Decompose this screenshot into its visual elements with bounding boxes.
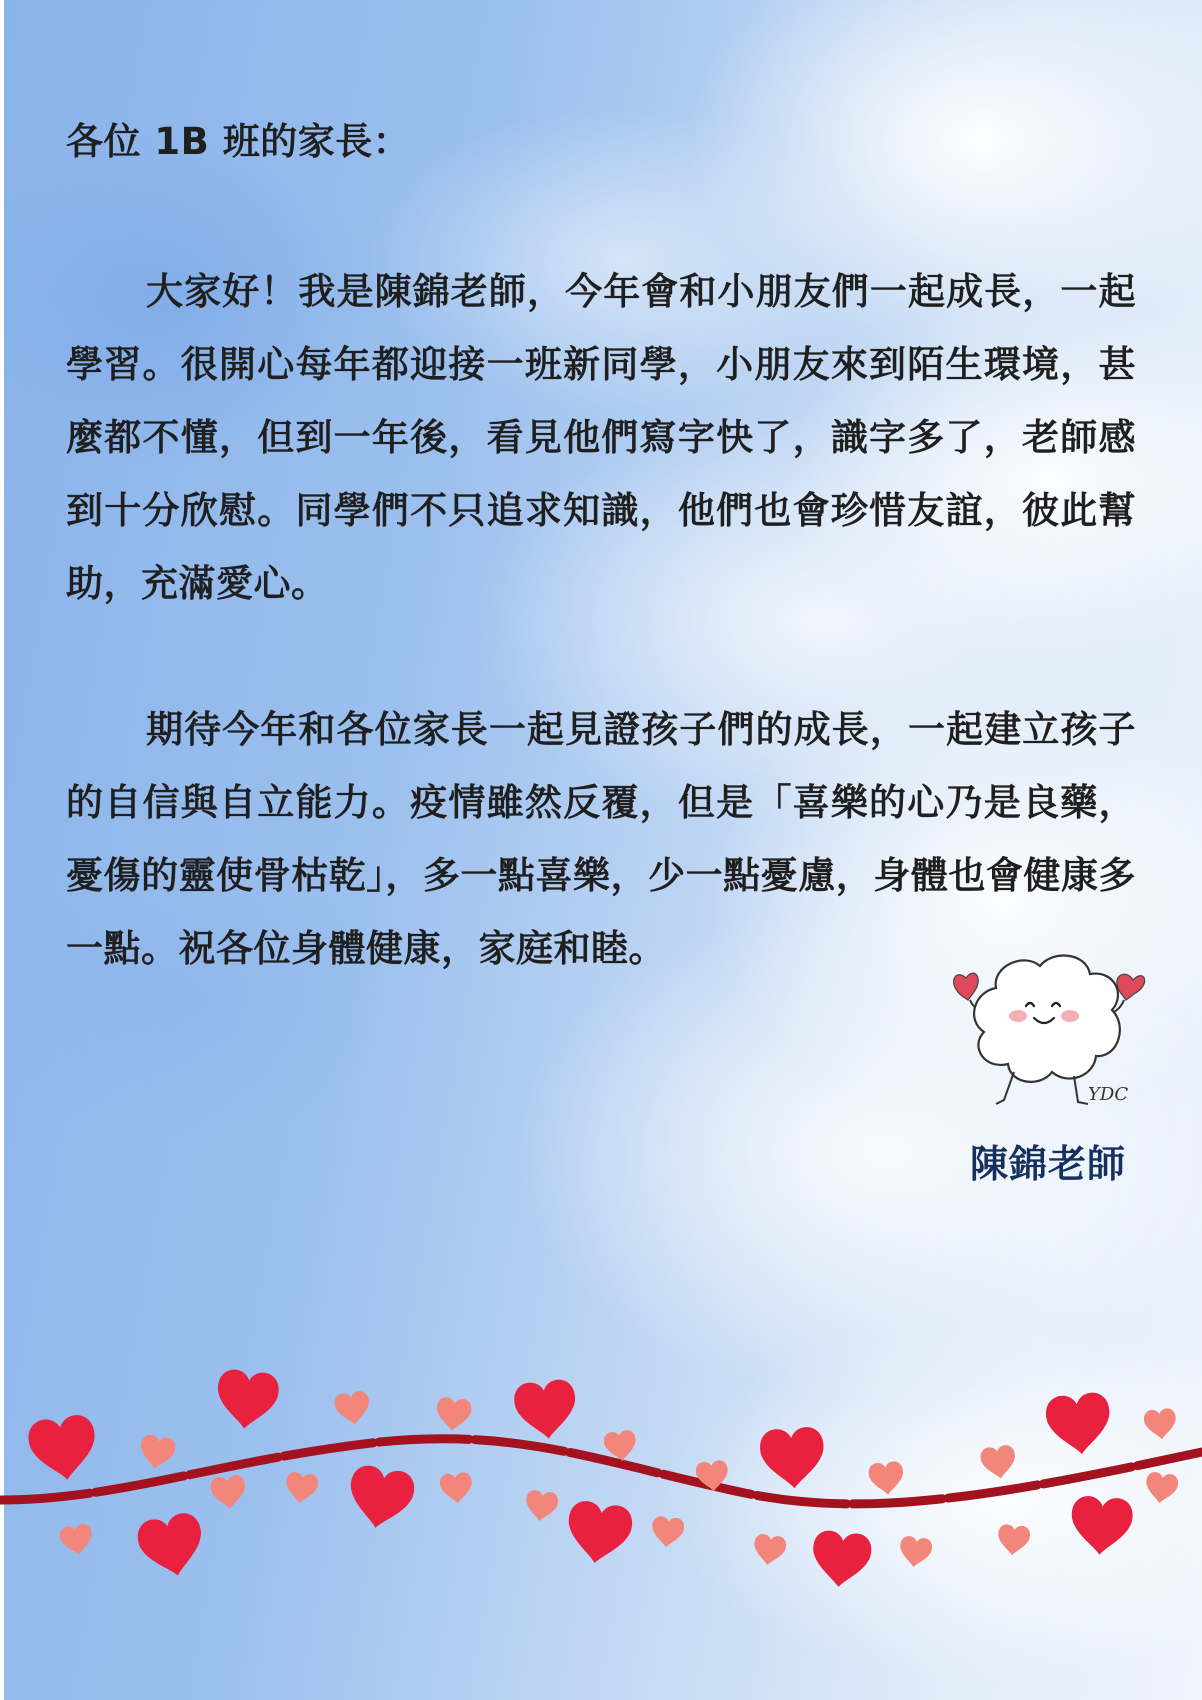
letter-body: [66, 112, 1136, 970]
mascot-initials: YDC: [1088, 1084, 1129, 1105]
vine: [0, 1439, 1202, 1504]
paragraph-1: 大家好！我是陳錦老師，今年會和小朋友們一起成長，一起學習。很開心每年都迎接一班新同學，小朋友來到陌生環境，甚麼都不懂，但到一年後，看見他們寫字快了，識字多了，老師感到十分欣慰。同學們不只追求知識，他們也會珍惜友誼，彼此幫助，充滿愛心。: [66, 270, 1136, 605]
salutation: 各位 1B 班的家長：: [66, 120, 411, 163]
mascot-right-heart-icon: [1117, 974, 1145, 1000]
signature: 陳錦老師: [970, 1142, 1127, 1186]
mascot-left-heart-icon: [954, 973, 979, 1000]
heart-vine-icon: [0, 1350, 1202, 1600]
mascot-cloud-body: [974, 956, 1120, 1082]
paragraph-2: 期待今年和各位家長一起見證孩子們的成長，一起建立孩子的自信與自立能力。疫情雖然反覆，但是「喜樂的心乃是良藥，憂傷的靈使骨枯乾」，多一點喜樂，少一點憂慮，身體也會健康多一點。祝各位身體健康，家庭和睦。: [66, 708, 1136, 970]
cloud-mascot-icon: [948, 948, 1158, 1128]
